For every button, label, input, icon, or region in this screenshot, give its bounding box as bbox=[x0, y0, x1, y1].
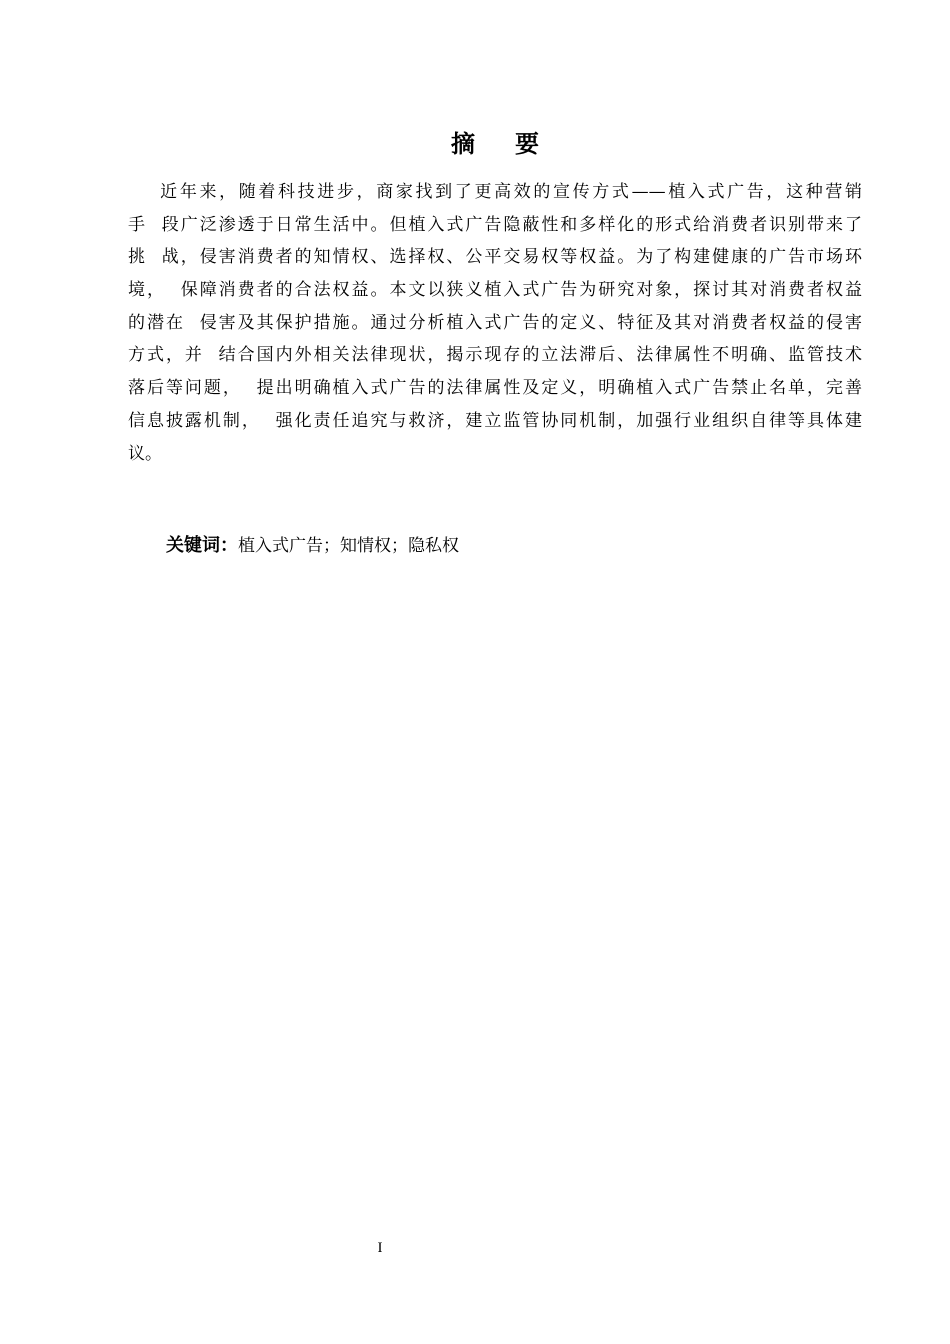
abstract-title bbox=[0, 124, 950, 164]
keywords-value: 植入式广告；知情权；隐私权 bbox=[238, 536, 459, 556]
abstract-line: 手 段广泛渗透于日常生活中。但植入式广告隐蔽性和多样化的形式给消费者识别带来了 bbox=[128, 214, 862, 235]
abstract-body bbox=[128, 176, 862, 470]
keywords bbox=[166, 530, 459, 562]
abstract-line: 议。 bbox=[128, 443, 162, 464]
abstract-line: 挑 战，侵害消费者的知情权、选择权、公平交易权等权益。为了构建健康的广告市场环 bbox=[128, 247, 862, 268]
abstract-line: 的潜在 侵害及其保护措施。通过分析植入式广告的定义、特征及其对消费者权益的侵害 bbox=[128, 312, 862, 333]
abstract-line: 方式，并 结合国内外相关法律现状，揭示现存的立法滞后、法律属性不明确、监管技术 bbox=[128, 345, 862, 366]
abstract-title-part1: 摘 bbox=[451, 130, 475, 158]
abstract-title-part2: 要 bbox=[515, 130, 539, 158]
abstract-line: 近年来，随着科技进步，商家找到了更高效的宣传方式——植入式广告，这种营销 bbox=[128, 182, 862, 202]
abstract-line: 境， 保障消费者的合法权益。本文以狭义植入式广告为研究对象，探讨其对消费者权益 bbox=[128, 280, 862, 301]
abstract-line: 落后等问题， 提出明确植入式广告的法律属性及定义，明确植入式广告禁止名单，完善 bbox=[128, 378, 862, 399]
keywords-label: 关键词： bbox=[166, 535, 238, 556]
abstract-line: 信息披露机制， 强化责任追究与救济，建立监管协同机制，加强行业组织自律等具体建 bbox=[128, 410, 862, 431]
page-number: I bbox=[377, 1240, 383, 1256]
